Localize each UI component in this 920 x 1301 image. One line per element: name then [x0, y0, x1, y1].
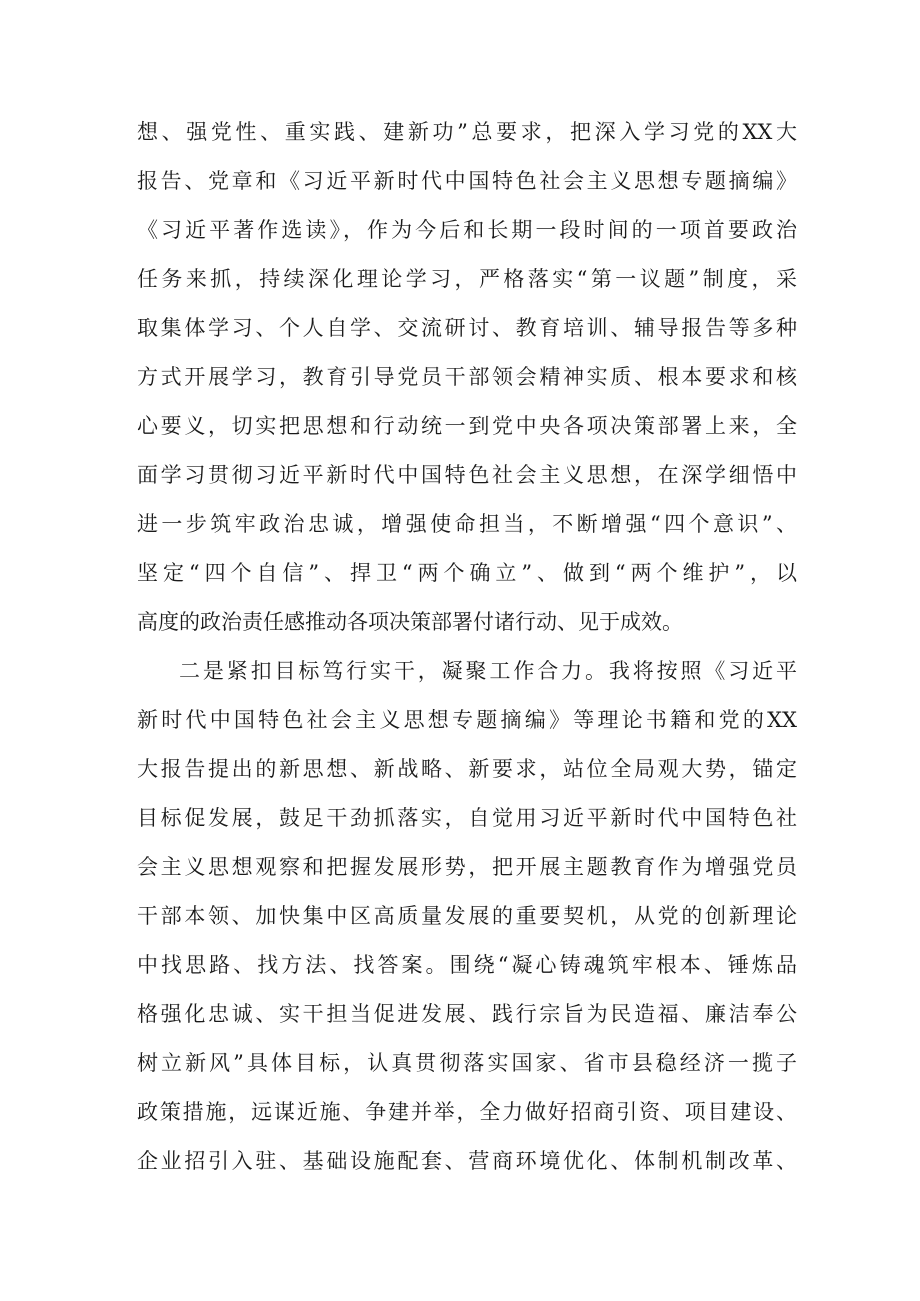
text-line: 会主义思想观察和把握发展形势，把开展主题教育作为增强党员 — [137, 855, 797, 879]
document-body — [137, 108, 797, 1186]
text-line: 干部本领、加快集中区高质量发展的重要契机，从党的创新理论 — [137, 904, 797, 928]
text-line: 企业招引入驻、基础设施配套、营商环境优化、体制机制改革、 — [137, 1149, 797, 1173]
text-line: 格强化忠诚、实干担当促进发展、践行宗旨为民造福、廉洁奉公 — [137, 1002, 797, 1026]
paragraph-start-line: 二是紧扣目标笃行实干，凝聚工作合力。我将按照《习近平 — [179, 659, 797, 683]
text-line: 中找思路、找方法、找答案。围绕“凝心铸魂筑牢根本、锤炼品 — [137, 953, 797, 977]
text-line: 报告、党章和《习近平新时代中国特色社会主义思想专题摘编》 — [137, 169, 797, 193]
text-line: 任务来抓，持续深化理论学习，严格落实“第一议题”制度，采 — [137, 267, 797, 291]
text-line: 大报告提出的新思想、新战略、新要求，站位全局观大势，锚定 — [137, 757, 797, 781]
text-line: 目标促发展，鼓足干劲抓落实，自觉用习近平新时代中国特色社 — [137, 806, 797, 830]
paragraph-end-line: 高度的政治责任感推动各项决策部署付诸行动、见于成效。 — [137, 610, 683, 634]
text-line: 面学习贯彻习近平新时代中国特色社会主义思想，在深学细悟中 — [137, 463, 797, 487]
text-line: 树立新风”具体目标，认真贯彻落实国家、省市县稳经济一揽子 — [137, 1051, 797, 1075]
text-line: 想、强党性、重实践、建新功”总要求，把深入学习党的XX大 — [137, 120, 797, 144]
text-line: 进一步筑牢政治忠诚，增强使命担当，不断增强“四个意识”、 — [137, 512, 797, 536]
text-line: 方式开展学习，教育引导党员干部领会精神实质、根本要求和核 — [137, 365, 797, 389]
text-line: 《习近平著作选读》，作为今后和长期一段时间的一项首要政治 — [137, 218, 797, 242]
text-line: 坚定“四个自信”、捍卫“两个确立”、做到“两个维护”，以 — [137, 561, 797, 585]
text-line: 政策措施，远谋近施、争建并举，全力做好招商引资、项目建设、 — [137, 1100, 797, 1124]
text-line: 取集体学习、个人自学、交流研讨、教育培训、辅导报告等多种 — [137, 316, 797, 340]
text-line: 心要义，切实把思想和行动统一到党中央各项决策部署上来，全 — [137, 414, 797, 438]
text-line: 新时代中国特色社会主义思想专题摘编》等理论书籍和党的XX — [137, 708, 797, 732]
